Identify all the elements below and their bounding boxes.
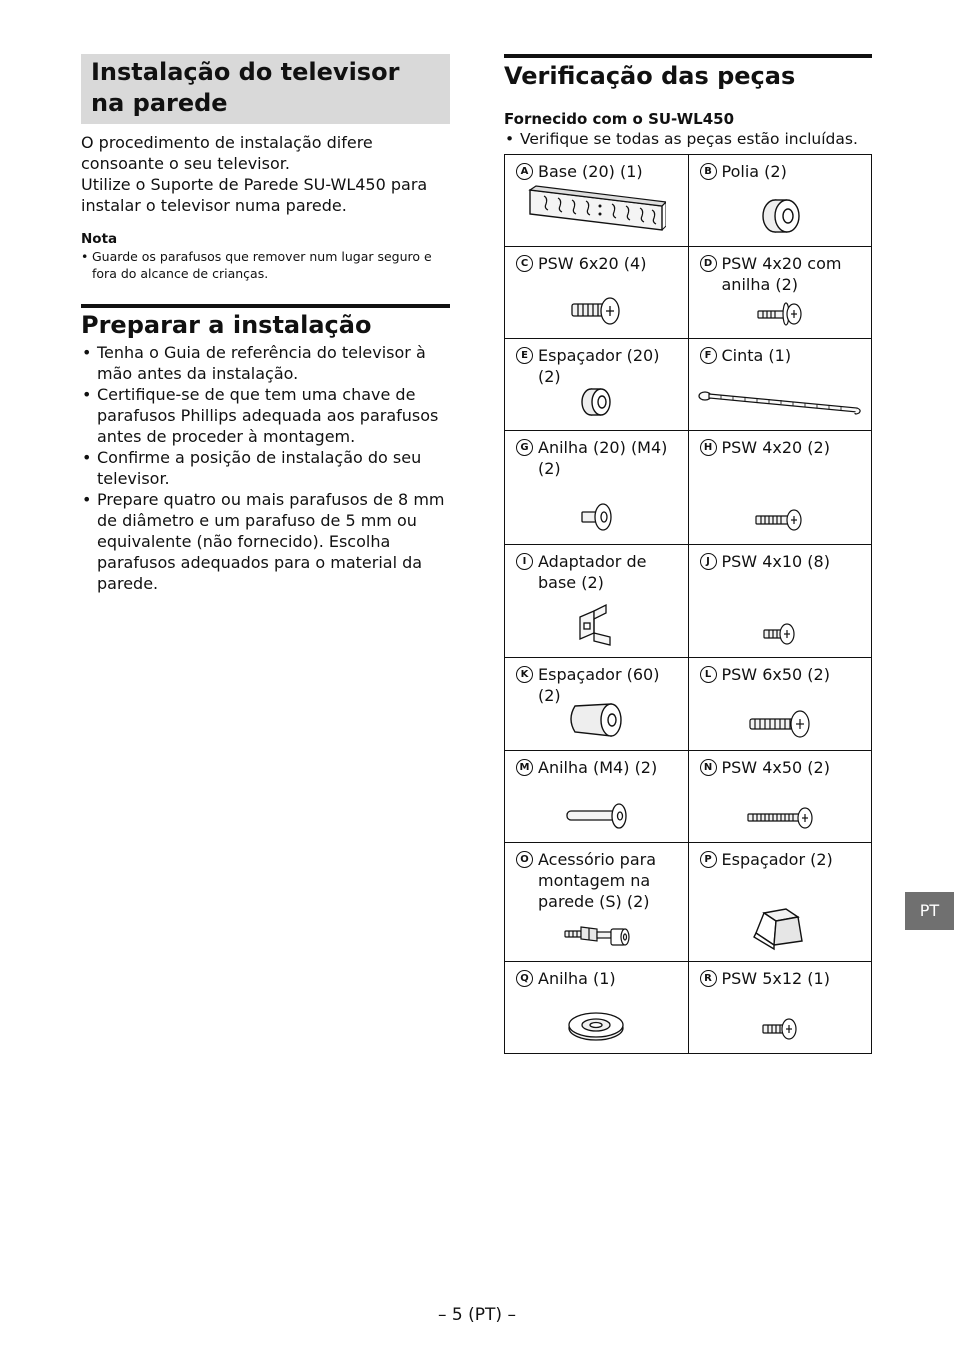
check-bullet: • Verifique se todas as peças estão incluídas. xyxy=(504,129,872,149)
letter-icon: M xyxy=(516,759,533,776)
letter-icon: B xyxy=(700,163,717,180)
part-label: PSW 4x20 com anilha (2) xyxy=(721,254,842,294)
base-bracket-icon xyxy=(505,182,688,240)
part-label: PSW 6x20 (4) xyxy=(538,254,647,273)
part-cell xyxy=(505,658,689,751)
letter-icon: E xyxy=(516,347,533,364)
letter-icon: C xyxy=(516,255,533,272)
part-label: PSW 5x12 (1) xyxy=(721,969,830,988)
part-label: PSW 4x20 (2) xyxy=(721,438,830,457)
screw-icon xyxy=(505,294,688,332)
right-column xyxy=(504,54,872,1054)
note-heading: Nota xyxy=(81,231,118,247)
prepare-bullet-list xyxy=(81,342,450,594)
letter-icon: Q xyxy=(516,970,533,987)
cable-tie-icon xyxy=(689,390,872,424)
letter-icon: N xyxy=(700,759,717,776)
part-label: PSW 4x10 (8) xyxy=(721,552,830,571)
part-label: Cinta (1) xyxy=(721,346,792,365)
short-screw-icon xyxy=(689,1015,872,1047)
spacer-icon xyxy=(505,384,688,424)
letter-icon: J xyxy=(700,553,717,570)
language-tab: PT xyxy=(905,892,954,930)
letter-icon: R xyxy=(700,970,717,987)
letter-icon: L xyxy=(700,666,717,683)
washer-icon xyxy=(505,1009,688,1047)
part-label: Anilha (1) xyxy=(538,969,616,988)
letter-icon: F xyxy=(700,347,717,364)
part-cell xyxy=(505,155,689,247)
long-thin-screw-icon xyxy=(689,804,872,836)
pulley-icon xyxy=(689,196,872,240)
long-collar-icon xyxy=(505,800,688,836)
part-cell xyxy=(688,431,872,545)
intro-paragraph-1: O procedimento de instalação difere consoante o seu televisor. xyxy=(81,133,373,173)
collar-icon xyxy=(505,500,688,538)
part-label: Anilha (M4) (2) xyxy=(538,758,658,777)
part-cell xyxy=(505,962,689,1054)
part-cell xyxy=(688,545,872,658)
part-label: Polia (2) xyxy=(721,162,787,181)
long-screw-icon xyxy=(689,708,872,744)
part-cell xyxy=(688,658,872,751)
base-adapter-icon xyxy=(505,603,688,651)
letter-icon: G xyxy=(516,439,533,456)
section-rule xyxy=(81,304,450,308)
long-spacer-icon xyxy=(505,700,688,744)
section-title-installation: Instalação do televisor na parede xyxy=(81,54,450,124)
part-cell xyxy=(505,431,689,545)
section-rule xyxy=(504,54,872,58)
part-cell xyxy=(688,339,872,431)
left-column xyxy=(81,54,450,594)
part-cell xyxy=(505,247,689,339)
letter-icon: P xyxy=(700,851,717,868)
part-label: Espaçador (20) (2) xyxy=(538,346,660,386)
part-label: Acessório para montagem na parede (S) (2) xyxy=(538,850,657,911)
letter-icon: D xyxy=(700,255,717,272)
part-label: PSW 4x50 (2) xyxy=(721,758,830,777)
part-label: Espaçador (2) xyxy=(721,850,833,869)
part-label: PSW 6x50 (2) xyxy=(721,665,830,684)
letter-icon: K xyxy=(516,666,533,683)
screw-washer-icon xyxy=(689,300,872,332)
part-cell xyxy=(505,751,689,843)
part-cell xyxy=(688,155,872,247)
supplied-heading: Fornecido com o SU-WL450 xyxy=(504,110,735,128)
part-cell xyxy=(505,843,689,962)
short-screw-icon xyxy=(689,621,872,651)
part-cell xyxy=(505,339,689,431)
note-item: • Guarde os parafusos que remover num lugar seguro e fora do alcance de crianças. xyxy=(81,248,450,282)
block-spacer-icon xyxy=(689,907,872,955)
parts-table xyxy=(504,154,872,1054)
prepare-bullet: • Confirme a posição de instalação do seu televisor. xyxy=(81,447,450,489)
letter-icon: A xyxy=(516,163,533,180)
part-cell xyxy=(688,843,872,962)
letter-icon: I xyxy=(516,553,533,570)
part-label: Adaptador de base (2) xyxy=(538,552,647,592)
section-title-prepare: Preparar a instalação xyxy=(81,311,372,339)
page-number: – 5 (PT) – xyxy=(438,1305,516,1325)
intro-paragraph-2: Utilize o Suporte de Parede SU-WL450 para instalar o televisor numa parede. xyxy=(81,175,428,215)
letter-icon: H xyxy=(700,439,717,456)
part-cell xyxy=(688,751,872,843)
part-cell xyxy=(688,247,872,339)
part-label: Espaçador (60) (2) xyxy=(538,665,660,705)
prepare-bullet: • Certifique-se de que tem uma chave de parafusos Phillips adequada aos parafusos antes de proceder à montagem. xyxy=(81,384,450,447)
prepare-bullet: • Tenha o Guia de referência do televisor à mão antes da instalação. xyxy=(81,342,450,384)
prepare-bullet: • Prepare quatro ou mais parafusos de 8 mm de diâmetro e um parafuso de 5 mm ou equivalente (não fornecido). Escolha parafusos adequados para o material da parede. xyxy=(81,489,450,594)
section-title-parts-check: Verificação das peças xyxy=(504,62,796,90)
part-label: Anilha (20) (M4) (2) xyxy=(538,438,668,478)
part-label: Base (20) (1) xyxy=(538,162,643,181)
letter-icon: O xyxy=(516,851,533,868)
part-cell xyxy=(505,545,689,658)
part-cell xyxy=(688,962,872,1054)
wall-mount-accessory-icon xyxy=(505,921,688,955)
screw-icon xyxy=(689,506,872,538)
